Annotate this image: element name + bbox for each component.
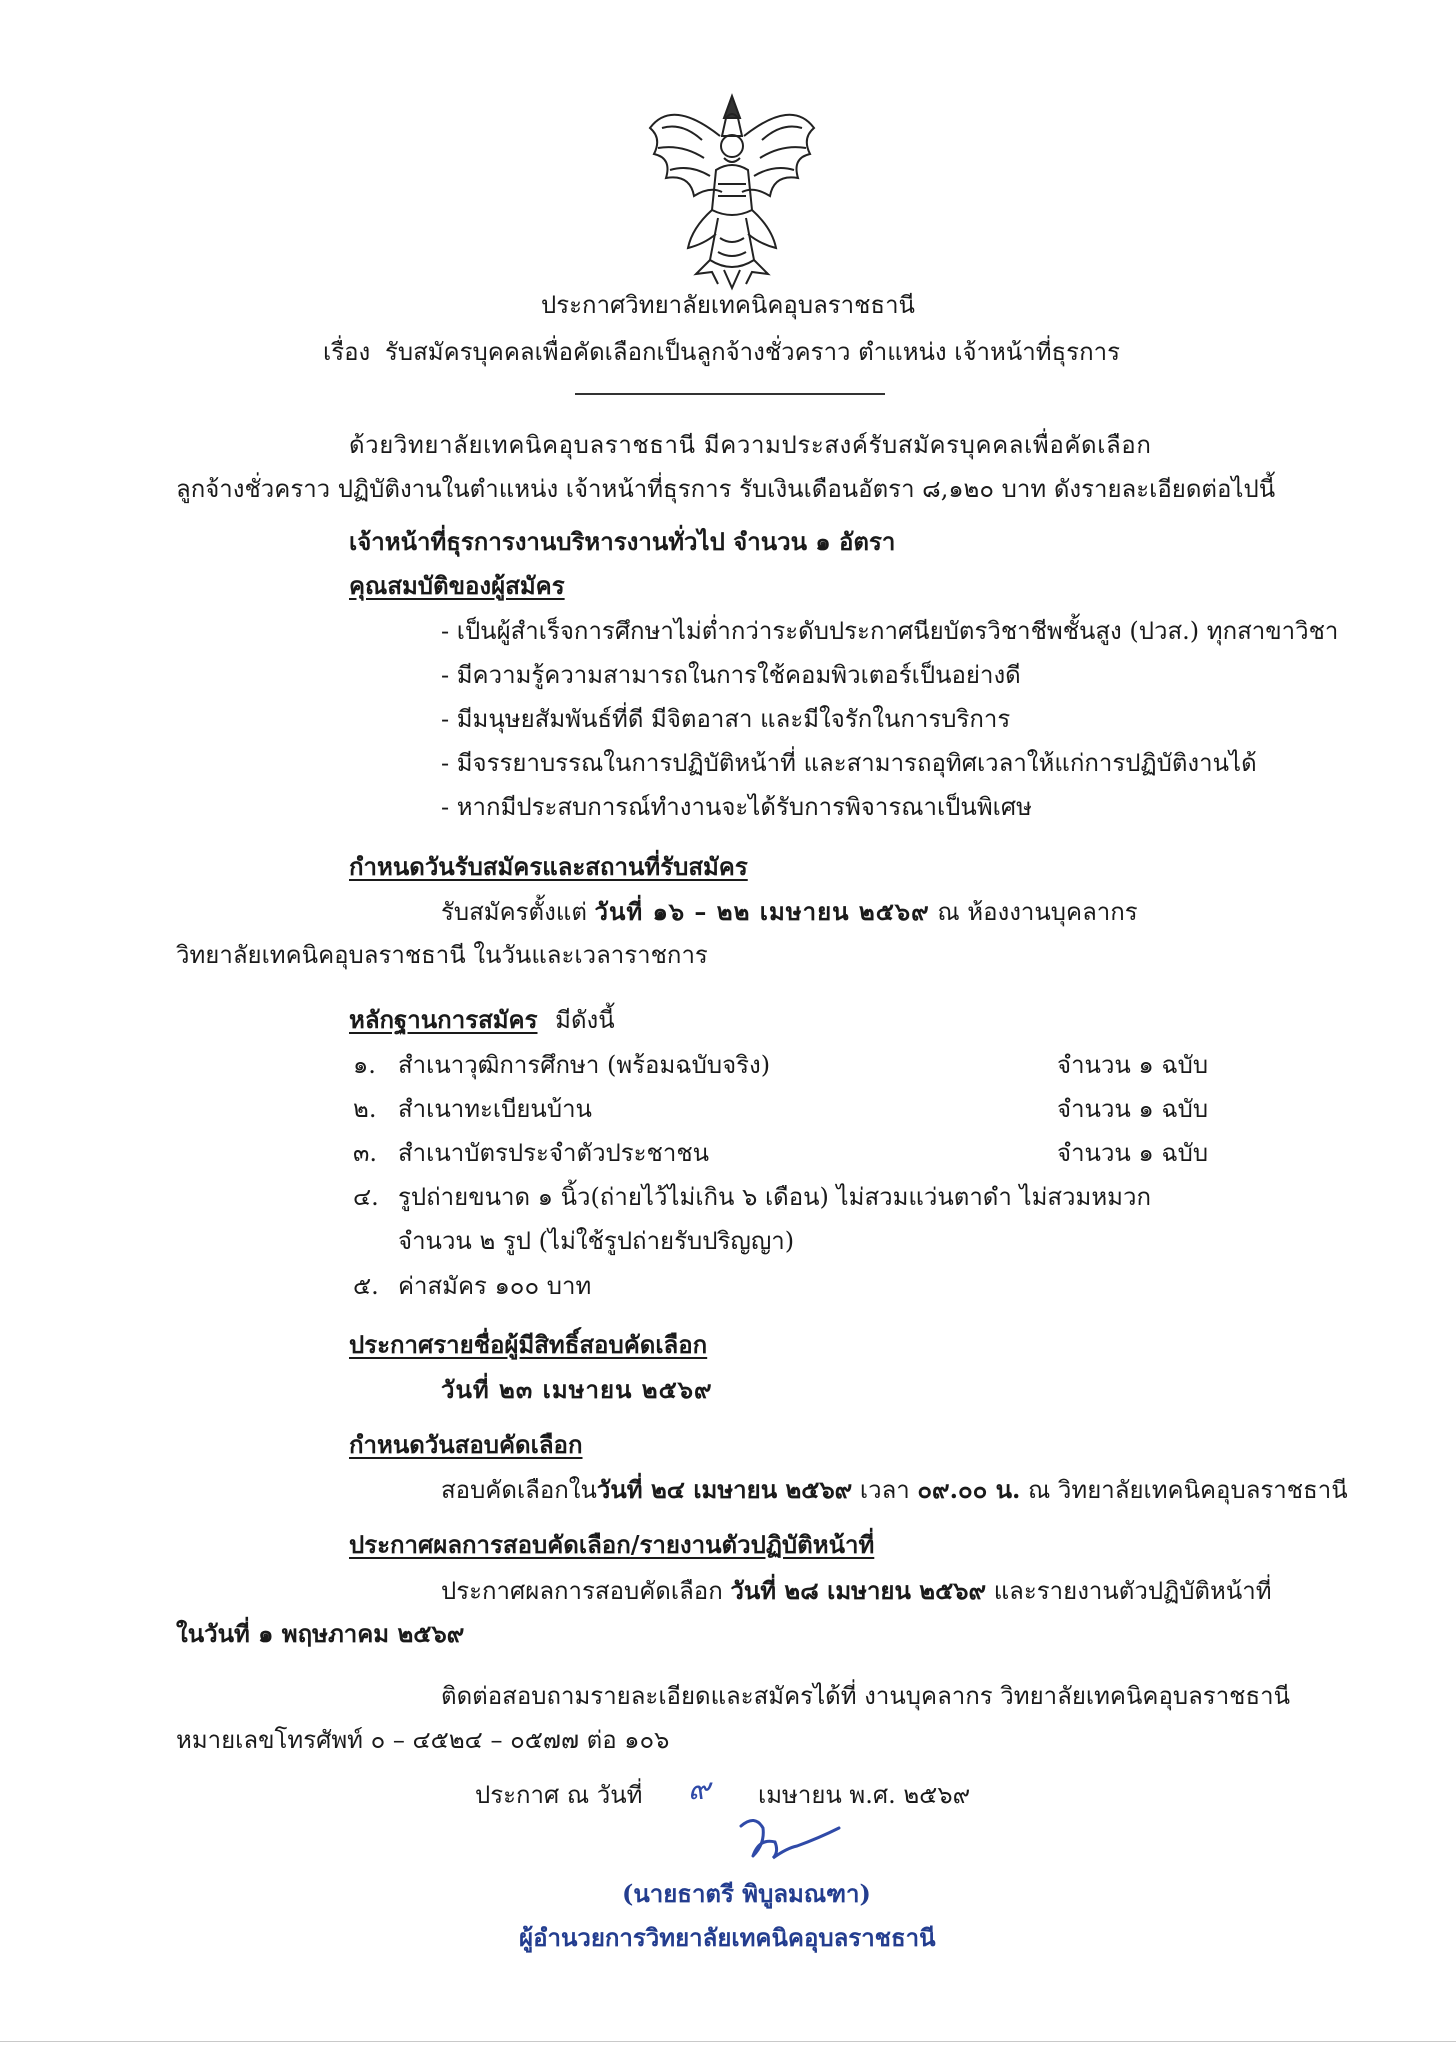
contact-line-1: ติดต่อสอบถามรายละเอียดและสมัครได้ที่ งานบุคลากร วิทยาลัยเทคนิคอุบลราชธานี: [441, 1682, 1290, 1710]
scan-edge-line: [0, 2041, 1456, 2042]
exam-time: ๐๙.๐๐ น.: [917, 1475, 1021, 1504]
results-text-b: และรายงานตัวปฏิบัติหน้าที่: [986, 1577, 1272, 1605]
announcement-title: ประกาศวิทยาลัยเทคนิคอุบลราชธานี: [541, 291, 915, 319]
signer-name: (นายธาตรี พิบูลมณฑา): [622, 1879, 871, 1908]
evidence-item-qty: จำนวน ๑ ฉบับ: [1057, 1095, 1209, 1123]
evidence-item-text: สำเนาวุฒิการศึกษา (พร้อมฉบับจริง): [398, 1051, 771, 1079]
announce-date-suffix: เมษายน พ.ศ. ๒๕๖๙: [758, 1781, 971, 1809]
evidence-item-number: ๕.: [353, 1272, 379, 1300]
results-date: วันที่ ๒๘ เมษายน ๒๕๖๙: [730, 1576, 987, 1605]
title-divider: [575, 393, 885, 395]
evidence-item-text: สำเนาบัตรประจำตัวประชาชน: [398, 1139, 710, 1167]
exam-text-a: สอบคัดเลือกใน: [441, 1476, 597, 1504]
exam-text-b: เวลา: [852, 1476, 918, 1504]
evidence-heading-row: [349, 1005, 615, 1035]
qualification-item: - เป็นผู้สำเร็จการศึกษาไม่ต่ำกว่าระดับประกาศนียบัตรวิชาชีพชั้นสูง (ปวส.) ทุกสาขาวิชา: [441, 617, 1339, 645]
application-date: วันที่ ๑๖ – ๒๒ เมษายน ๒๕๖๙: [594, 897, 930, 926]
evidence-item-text: รูปถ่ายขนาด ๑ นิ้ว(ถ่ายไว้ไม่เกิน ๖ เดือน) ไม่สวมแว่นตาดำ ไม่สวมหมวก: [398, 1183, 1151, 1211]
evidence-item-number: ๓.: [353, 1139, 378, 1167]
application-text-b: ณ ห้องงานบุคลากร: [929, 898, 1138, 926]
results-line-1: [441, 1576, 1272, 1606]
qualifications-heading: คุณสมบัติของผู้สมัคร: [349, 571, 565, 600]
qualification-item: - มีความรู้ความสามารถในการใช้คอมพิวเตอร์เป็นอย่างดี: [441, 661, 1021, 689]
application-line-2: วิทยาลัยเทคนิคอุบลราชธานี ในวันและเวลาราชการ: [176, 941, 708, 969]
evidence-item-text: สำเนาทะเบียนบ้าน: [398, 1095, 592, 1123]
exam-line: [441, 1475, 1348, 1505]
announce-date-prefix: ประกาศ ณ วันที่: [475, 1781, 643, 1809]
subject-label: เรื่อง: [323, 338, 371, 366]
evidence-item-number: ๔.: [353, 1183, 379, 1211]
results-line-2: ในวันที่ ๑ พฤษภาคม ๒๕๖๙: [176, 1619, 465, 1648]
application-text-a: รับสมัครตั้งแต่: [441, 898, 595, 926]
signer-title: ผู้อำนวยการวิทยาลัยเทคนิคอุบลราชธานี: [519, 1923, 936, 1952]
evidence-item-text: ค่าสมัคร ๑๐๐ บาท: [398, 1272, 592, 1300]
exam-heading: กำหนดวันสอบคัดเลือก: [349, 1430, 583, 1459]
qualification-item: - มีจรรยาบรรณในการปฏิบัติหน้าที่ และสามารถอุทิศเวลาให้แก่การปฏิบัติงานได้: [441, 749, 1257, 777]
subject-text: รับสมัครบุคคลเพื่อคัดเลือกเป็นลูกจ้างชั่วคราว ตำแหน่ง เจ้าหน้าที่ธุรการ: [385, 338, 1120, 366]
evidence-heading: หลักฐานการสมัคร: [349, 1005, 538, 1034]
evidence-heading-suffix: มีดังนี้: [555, 1006, 615, 1034]
position-line: เจ้าหน้าที่ธุรการงานบริหารงานทั่วไป จำนวน ๑ อัตรา: [349, 527, 896, 556]
announce-day-handwritten: ๙: [688, 1772, 710, 1807]
intro-line-2: ลูกจ้างชั่วคราว ปฏิบัติงานในตำแหน่ง เจ้าหน้าที่ธุรการ รับเงินเดือนอัตรา ๘,๑๒๐ บาท ดังรายละเอียดต่อไปนี้: [176, 475, 1276, 503]
eligible-date: วันที่ ๒๓ เมษายน ๒๕๖๙: [441, 1375, 713, 1404]
exam-text-c: ณ วิทยาลัยเทคนิคอุบลราชธานี: [1020, 1476, 1348, 1504]
evidence-item-number: ๒.: [353, 1095, 377, 1123]
results-text-a: ประกาศผลการสอบคัดเลือก: [441, 1577, 731, 1605]
evidence-item-number: ๑.: [353, 1051, 376, 1079]
qualification-item: - หากมีประสบการณ์ทำงานจะได้รับการพิจารณาเป็นพิเศษ: [441, 793, 1032, 821]
exam-date: วันที่ ๒๔ เมษายน ๒๕๖๙: [596, 1475, 853, 1504]
application-heading: กำหนดวันรับสมัครและสถานที่รับสมัคร: [349, 852, 748, 881]
evidence-item-qty: จำนวน ๑ ฉบับ: [1057, 1139, 1209, 1167]
intro-line-1: ด้วยวิทยาลัยเทคนิคอุบลราชธานี มีความประสงค์รับสมัครบุคคลเพื่อคัดเลือก: [349, 431, 1152, 459]
application-line-1: [441, 897, 1138, 927]
evidence-item-qty: จำนวน ๑ ฉบับ: [1057, 1051, 1209, 1079]
results-heading: ประกาศผลการสอบคัดเลือก/รายงานตัวปฏิบัติหน้าที่: [349, 1530, 875, 1559]
evidence-item-text-continued: จำนวน ๒ รูป (ไม่ใช้รูปถ่ายรับปริญญา): [398, 1227, 795, 1255]
eligible-heading: ประกาศรายชื่อผู้มีสิทธิ์สอบคัดเลือก: [349, 1330, 708, 1359]
handwritten-signature-icon: [735, 1808, 845, 1868]
qualification-item: - มีมนุษยสัมพันธ์ที่ดี มีจิตอาสา และมีใจรักในการบริการ: [441, 705, 1011, 733]
garuda-emblem-icon: [632, 88, 832, 293]
contact-line-2: หมายเลขโทรศัพท์ ๐ – ๔๕๒๔ – ๐๕๗๗ ต่อ ๑๐๖: [176, 1726, 670, 1754]
